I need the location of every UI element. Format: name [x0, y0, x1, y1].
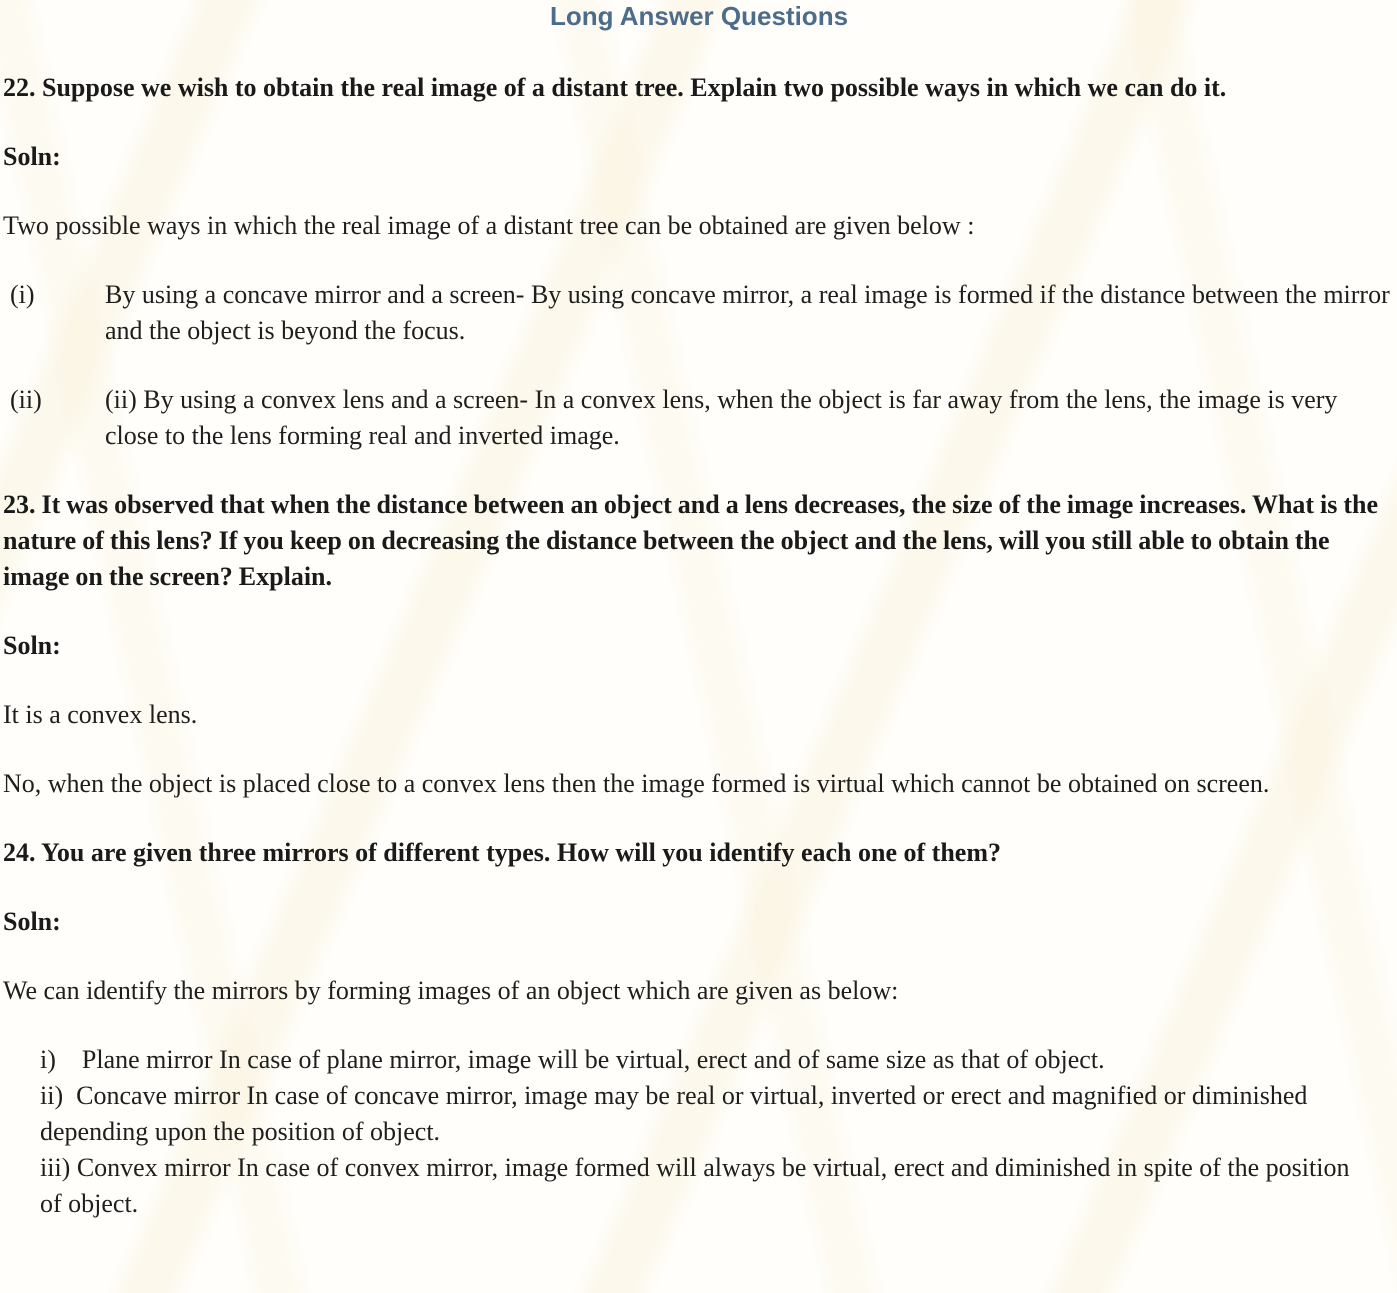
page-title: Long Answer Questions: [549, 1, 849, 31]
mirror-list-item-plane: i) Plane mirror In case of plane mirror, image will be virtual, erect and of same size as that of object.: [40, 1045, 1105, 1074]
q23-answer-2: No, when the object is placed close to a convex lens then the image formed is virtual which cannot be obtained on screen.: [3, 769, 1270, 798]
q22-list-item-ii: [3, 382, 1395, 454]
q22-list-item-i: [3, 277, 1395, 349]
mirror-list-item-concave: ii) Concave mirror In case of concave mirror, image may be real or virtual, inverted or erect and magnified or diminished depending upon the position of object.: [40, 1081, 1314, 1146]
soln-label-q22: Soln:: [3, 142, 61, 171]
soln-label-q24: Soln:: [3, 907, 61, 936]
mirror-list-item-convex: iii) Convex mirror In case of convex mirror, image formed will always be virtual, erect and diminished in spite of the position of object.: [40, 1153, 1356, 1218]
question-22-text: 22. Suppose we wish to obtain the real image of a distant tree. Explain two possible ways in which we can do it.: [3, 73, 1227, 102]
q24-answer-intro: We can identify the mirrors by forming images of an object which are given as below:: [3, 976, 899, 1005]
q24-mirror-list: [3, 1042, 1395, 1222]
question-23-text: 23. It was observed that when the distance between an object and a lens decreases, the size of the image increases. What is the nature of this lens? If you keep on decreasing the distance between the object and the lens, will you still able to obtain the image on the screen? Explain.: [3, 490, 1379, 591]
q22-answer-intro: Two possible ways in which the real image of a distant tree can be obtained are given below :: [3, 211, 975, 240]
list-marker-i: (i): [10, 280, 35, 309]
list-text-ii: (ii) By using a convex lens and a screen- In a convex lens, when the object is far away from the lens, the image is very close to the lens forming real and inverted image.: [105, 385, 1338, 450]
list-text-i: By using a concave mirror and a screen- By using concave mirror, a real image is formed if the distance between the mirror and the object is beyond the focus.: [105, 280, 1390, 345]
list-marker-ii: (ii): [10, 385, 42, 414]
q23-answer-1: It is a convex lens.: [3, 700, 198, 729]
soln-label-q23: Soln:: [3, 631, 61, 660]
question-24-text: 24. You are given three mirrors of different types. How will you identify each one of them?: [3, 838, 1001, 867]
